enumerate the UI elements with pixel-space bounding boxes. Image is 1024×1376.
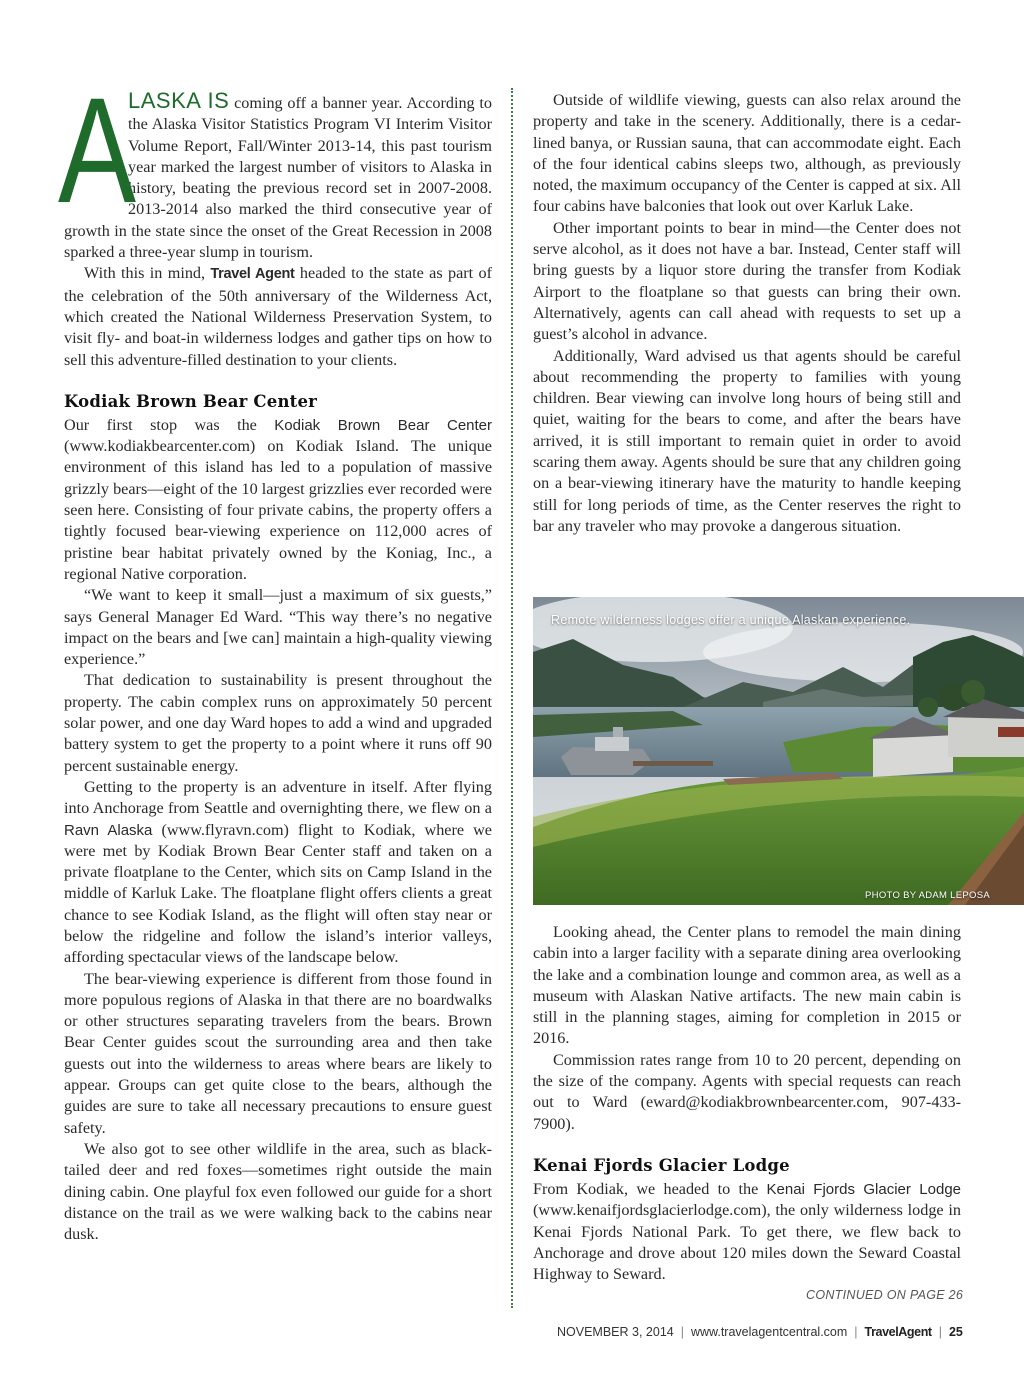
right-paragraph-5: Commission rates range from 10 to 20 percent, depending on the size of the company. Agents with special requests can reach out to Ward (eward@kodiakbrownbearcenter.com, 907-433-7900).: [533, 1050, 961, 1133]
right-paragraph-1: Outside of wildlife viewing, guests can also relax around the property and take in the scenery. Additionally, there is a cedar-lined banya, or Russian sauna, that can accommodate eight. Each of the four identical cabins sleeps two, although, as previously noted, the maximum occupancy of the Center is capped at six. All four cabins have balconies that look out over Karluk Lake.: [533, 91, 961, 216]
photo-credit: PHOTO BY ADAM LEPOSA: [865, 890, 990, 901]
right-paragraph-4: Looking ahead, the Center plans to remodel the main dining cabin into a larger facility with a separate dining area overlooking the lake and a combination lounge and common area, as well as a museum with Alaskan Native artifacts. The new main cabin is still in the planning stages, aiming for completion in 2015 or 2016.: [533, 923, 961, 1048]
drop-cap: A: [58, 66, 137, 234]
right-paragraph-2: Other important points to bear in mind—the Center does not serve alcohol, as it does not have a bar. Instead, Center staff will bring guests by a liquor store during the transfer from Kodiak Airport to the floatplane so that guests can bring their own. Alternatively, agents can call ahead with requests to set up a guest’s alcohol in advance.: [533, 218, 961, 344]
section-heading-kodiak: Kodiak Brown Bear Center: [64, 391, 318, 411]
photo-caption: Remote wilderness lodges offer a unique Alaskan experience.: [551, 613, 911, 627]
kodiak-paragraph-4: Getting to the property is an adventure in itself. After flying into Anchorage from Seattle and overnighting there, we flew on a Ravn Alaska (www.flyravn.com) flight to Kodiak, where we were met by Kodiak Brown Bear Center staff and taken on a private floatplane to the Center, which sits on Camp Island in the middle of Karluk Lake. The floatplane flight offers clients a great chance to see Kodiak Island, as the flight will often stay near or below the ridgeline and follow the island’s interior valleys, affording spectacular views of the landscape below.: [64, 777, 492, 967]
kodiak-paragraph-3: That dedication to sustainability is present throughout the property. The cabin complex runs on approximately 50 percent solar power, and one day Ward hopes to add a wind and upgraded battery system to get the property to a point where it runs off 90 percent sustainable energy.: [64, 671, 492, 775]
page-number: 25: [948, 1325, 963, 1339]
right-column: [533, 90, 961, 537]
footer-url[interactable]: www.travelagentcentral.com: [690, 1325, 848, 1339]
right-paragraph-3: Additionally, Ward advised us that agents should be careful about recommending the property to families with young children. Bear viewing can involve long hours of being still and quiet, waiting for the bears to come, and after the bears have arrived, it is still important to remain quiet in order to avoid scaring them away. Agents should be sure that any children going on a bear-viewing itinerary have the maturity to handle keeping still for long periods of time, as the Center reserves the right to bar any traveler who may provoke a dangerous situation.: [533, 346, 961, 535]
page-footer: NOVEMBER 3, 2014 | www.travelagentcentral.com | TravelAgent | 25: [557, 1325, 963, 1339]
continued-note: CONTINUED ON PAGE 26: [806, 1288, 964, 1302]
lead-word: LASKA IS: [128, 88, 230, 113]
lodge-photo: [533, 597, 1024, 905]
footer-brand: TravelAgent: [864, 1325, 932, 1339]
right-column-lower: [533, 922, 961, 1285]
kodiak-paragraph-6: We also got to see other wildlife in the area, such as black-tailed deer and red foxes—sometimes right outside the main dining cabin. One playful fox even followed our guide for a short distance on the trail as we were walking back to the cabins near dusk.: [64, 1139, 492, 1244]
column-divider: [511, 88, 513, 1308]
kenai-paragraph-1: From Kodiak, we headed to the Kenai Fjords Glacier Lodge (www.kenaifjordsglacierlodge.com), the only wilderness lodge in Kenai Fjords National Park. To get there, we flew back to Anchorage and drove about 120 miles down the Seward Coastal Highway to Seward.: [533, 1179, 962, 1284]
kodiak-paragraph-5: The bear-viewing experience is different from those found in more populous regions of Alaska in that there are no boardwalks or other structures separating travelers from the bears. Brown Bear Center guides scout the surrounding area and then take guests out into the wilderness to areas where bears are likely to appear. Groups can get quite close to the bears, although the guides are sure to take all necessary precautions to ensure guest safety.: [64, 969, 492, 1137]
section-heading-kenai: Kenai Fjords Glacier Lodge: [533, 1155, 790, 1175]
kodiak-paragraph-1: Our first stop was the Kodiak Brown Bear Center (www.kodiakbearcenter.com) on Kodiak Island. The unique environment of this island has led to a population of massive grizzly bears—eight of the 10 largest grizzlies ever recorded were seen here. Consisting of four private cabins, the property offers a tightly focused bear-viewing experience on 112,000 acres of pristine bear habitat privately owned by the Koniag, Inc., a regional Native corporation.: [64, 415, 493, 583]
footer-date: NOVEMBER 3, 2014: [557, 1325, 674, 1339]
intro-paragraph-2: With this in mind, Travel Agent headed to the state as part of the celebration of the 50th anniversary of the Wilderness Act, which created the National Wilderness Preservation System, to visit fly- and boat-in wilderness lodges and gather tips on how to sell this adventure-filled destination to your clients.: [64, 264, 492, 369]
intro-paragraph-1: LASKA IS coming off a banner year. According to the Alaska Visitor Statistics Program VI Interim Visitor Volume Report, Fall/Winter 2013-14, this past tourism year marked the largest number of visitors to Alaska in history, beating the previous record set in 2007-2008. 2013-2014 also marked the third consecutive year of growth in the state since the onset of the Great Recession in 2008 sparked a three-year slump in tourism.: [64, 88, 492, 262]
kodiak-paragraph-2: “We want to keep it small—just a maximum of six guests,” says General Manager Ed Ward. “This way there’s no negative impact on the bears and [we can] maintain a high-quality viewing experience.”: [64, 586, 492, 669]
travel-agent-brand: Travel Agent: [210, 266, 295, 283]
left-column: [58, 66, 493, 1245]
